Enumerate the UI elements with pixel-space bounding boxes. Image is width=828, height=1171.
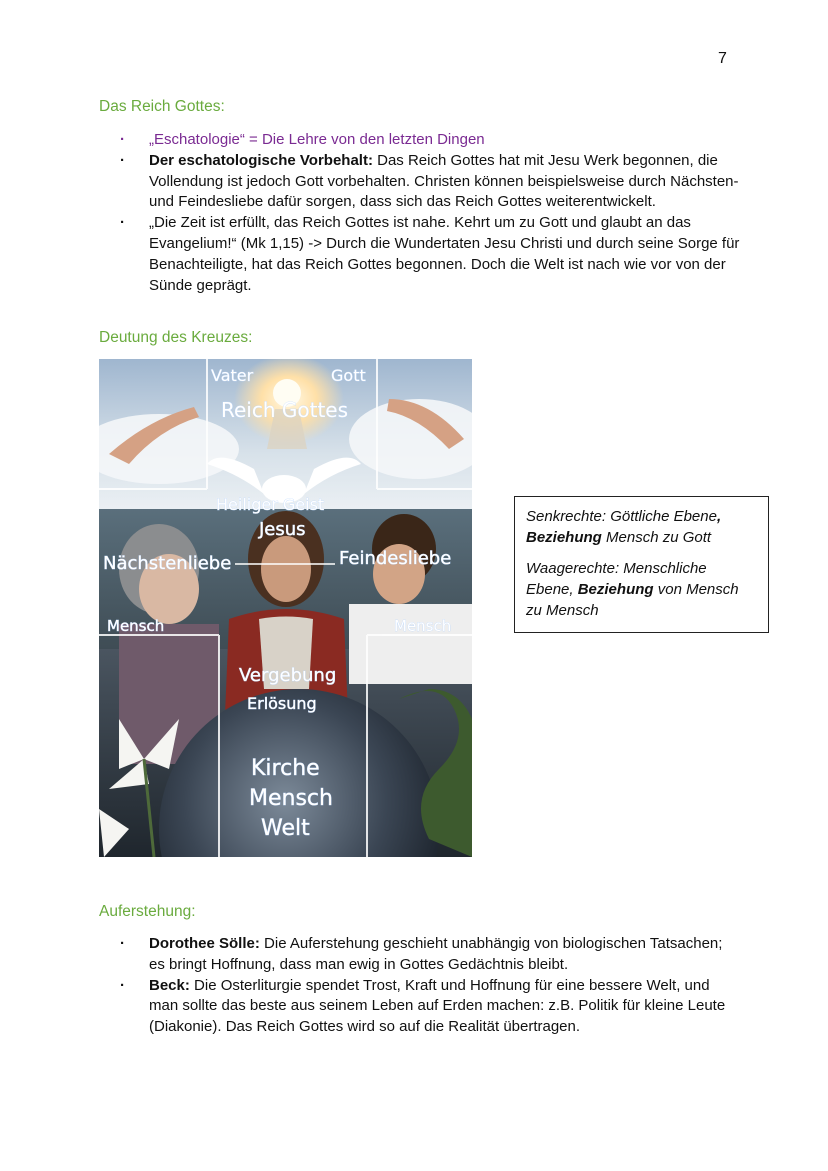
label-feindesliebe: Feindesliebe: [339, 548, 452, 569]
cross-illustration-svg: [99, 359, 472, 857]
vertical-comma: ,: [716, 508, 722, 525]
bullet-soelle: [120, 934, 740, 976]
vertical-explanation: [526, 506, 758, 548]
bullet-vorbehalt: [120, 151, 740, 213]
bullet-beck: [120, 976, 740, 1038]
label-vergebung: Vergebung: [239, 665, 337, 686]
page-number: 7: [718, 50, 727, 67]
bullet-eschatologie: [120, 130, 740, 151]
bullet-text: Das Reich Gottes hat mit Jesu Werk begonnen, die Vollendung ist jedoch Gott vorbehalten. Christen können beispielsweise durch Nächsten- und Feindesliebe dafür sorgen, dass sich das Reich Gottes weiterentwickelt.: [149, 151, 739, 211]
bullet-list-auferstehung: [120, 934, 740, 1038]
vertical-bold: Beziehung: [526, 529, 602, 546]
bullet-bold-term: Dorothee Sölle:: [149, 935, 260, 952]
label-mensch-right: Mensch: [394, 617, 452, 635]
bullet-list-reich-gottes: [120, 130, 740, 296]
cross-illustration: [99, 359, 472, 857]
bullet-text: „Die Zeit ist erfüllt, das Reich Gottes ist nahe. Kehrt um zu Gott und glaubt an das Evangelium!“ (Mk 1,15) -> Durch die Wundertaten Jesu Christi und durch seine Sorge für Benachteiligte, hat das Reich Gottes begonnen. Doch die Welt ist nach wie vor von der Sünde geprägt.: [149, 214, 740, 294]
label-mensch-left: Mensch: [107, 617, 165, 635]
label-heiliger-geist: Heiliger Geist: [216, 495, 325, 514]
horizontal-label: Waagerechte: Menschliche Ebene,: [526, 560, 707, 598]
vertical-label: Senkrechte: Göttliche Ebene: [526, 508, 717, 525]
label-vater: Vater: [211, 366, 254, 385]
label-erloesung: Erlösung: [247, 694, 317, 713]
section-heading-reich-gottes: Das Reich Gottes:: [99, 98, 225, 115]
horizontal-explanation: [526, 558, 758, 621]
label-mensch-center: Mensch: [249, 786, 333, 811]
label-reich-gottes: Reich Gottes: [221, 398, 349, 422]
bullet-bold-term: Der eschatologische Vorbehalt:: [149, 151, 373, 169]
label-gott: Gott: [331, 366, 366, 385]
bullet-text: „Eschatologie“ = Die Lehre von den letzten Dingen: [149, 131, 485, 148]
bullet-text: Die Auferstehung geschieht unabhängig von biologischen Tatsachen; es bringt Hoffnung, dass man ewig in Gottes Gedächtnis bleibt.: [149, 935, 723, 973]
section-heading-auferstehung: Auferstehung:: [99, 903, 196, 920]
section-heading-kreuz: Deutung des Kreuzes:: [99, 329, 253, 346]
jesus-face: [261, 536, 311, 602]
label-naechstenliebe: Nächstenliebe: [103, 553, 232, 574]
label-kirche: Kirche: [251, 756, 320, 781]
bullet-text: Die Osterliturgie spendet Trost, Kraft und Hoffnung für eine bessere Welt, und man sollte das beste aus seinem Leben auf Erden machen: z.B. Politik für kleine Leute (Diakonie). Das Reich Gottes wird so auf die Realität übertragen.: [149, 976, 726, 1036]
horizontal-bold: Beziehung: [577, 581, 654, 598]
vertical-rest: Mensch zu Gott: [601, 529, 712, 546]
horizontal-rest: von Mensch zu Mensch: [526, 581, 739, 619]
label-jesus: Jesus: [259, 519, 306, 540]
bullet-bold-term: Beck:: [149, 976, 190, 994]
bullet-mk-quote: [120, 213, 740, 296]
label-welt: Welt: [261, 816, 310, 841]
cross-explanation-box: [514, 496, 769, 633]
